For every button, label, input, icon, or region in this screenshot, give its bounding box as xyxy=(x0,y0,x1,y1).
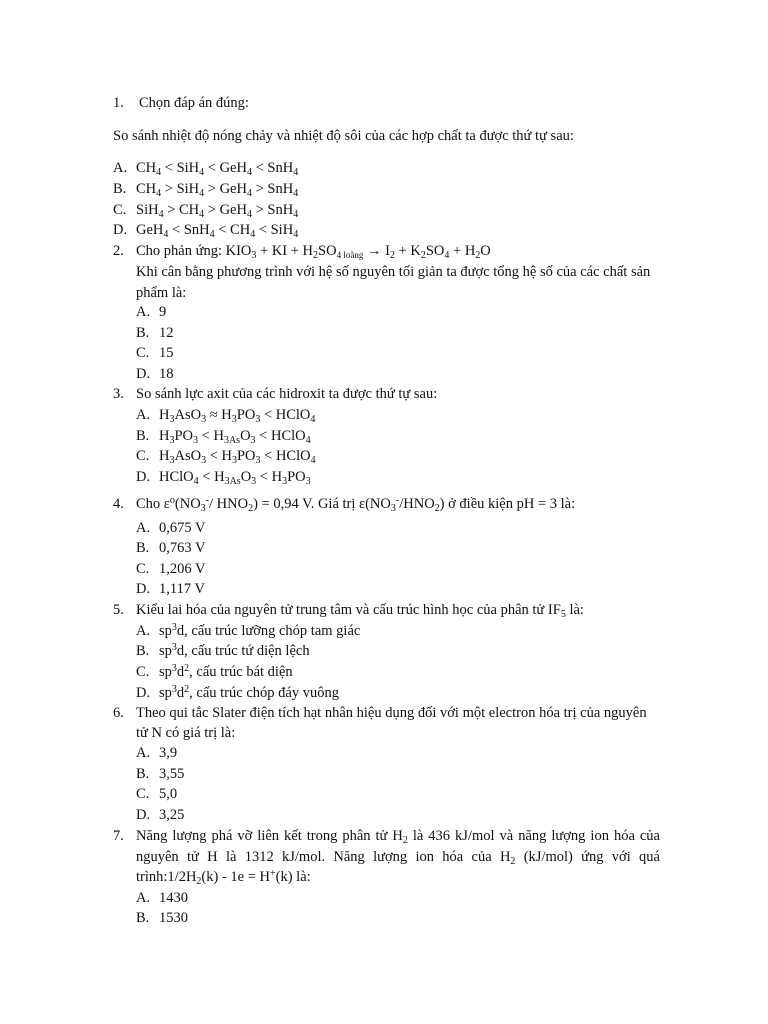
q7-stem-line-2: nguyên tử H là 1312 kJ/mol. Năng lượng ion hóa của $H_2$ (kJ/mol) ứng với quá xyxy=(136,849,660,867)
q6-option-c-letter: C. xyxy=(136,786,150,802)
q5-option-d-letter: D. xyxy=(136,685,151,701)
q7-stem-line-1: Năng lượng phá vỡ liên kết trong phân tử $H_2$ là 436 kJ/mol và năng lượng ion hóa của xyxy=(136,828,660,846)
q3-option-a-letter: A. xyxy=(136,407,151,423)
q7-option-b-letter: B. xyxy=(136,910,150,926)
q6-stem-line-1: Theo qui tắc Slater điện tích hạt nhân hiệu dụng đối với một electron hóa trị của nguyên xyxy=(136,705,647,721)
q5-option-c: $sp^3d^2$, cấu trúc bát diện xyxy=(159,663,293,680)
q7-option-b: 1530 xyxy=(159,910,188,926)
q4-option-a: 0,675 V xyxy=(159,520,206,536)
q2-number: 2. xyxy=(113,243,124,259)
q5-option-a: $sp^3d$, cấu trúc lưỡng chóp tam giác xyxy=(159,622,361,639)
q4-stem: Cho $\varepsilon^o(NO_3^-/$ $HNO_2) = 0,94$ V. Giá trị $\varepsilon(NO_3^-/HNO_2)$ ở điều kiện pH = 3 là: xyxy=(136,495,576,514)
q7-option-a-letter: A. xyxy=(136,890,151,906)
q7-number: 7. xyxy=(113,828,124,844)
q6-option-a-letter: A. xyxy=(136,745,151,761)
q3-option-c: $H_3AsO_3 < H_3PO_3$ < HClO$_4$ xyxy=(159,448,316,466)
q5-option-d: $sp^3d^2$, cấu trúc chóp đáy vuông xyxy=(159,684,339,701)
q2-option-c-letter: C. xyxy=(136,345,150,361)
q1-option-c: $SiH_4 > CH_4 > GeH_4 > SnH_4$ xyxy=(136,202,299,220)
q4-option-a-letter: A. xyxy=(136,520,151,536)
q1-option-d-letter: D. xyxy=(113,222,128,238)
q2-option-d: 18 xyxy=(159,366,174,382)
q6-option-c: 5,0 xyxy=(159,786,178,802)
q5-option-c-letter: C. xyxy=(136,664,150,680)
q4-option-d: 1,117 V xyxy=(159,581,205,597)
q2-option-c: 15 xyxy=(159,345,174,361)
q1-option-c-letter: C. xyxy=(113,202,127,218)
q1-number: 1. xyxy=(113,95,124,111)
q4-option-c-letter: C. xyxy=(136,561,150,577)
q1-option-a-letter: A. xyxy=(113,160,128,176)
q3-stem: So sánh lực axit của các hidroxit ta được thứ tự sau: xyxy=(136,386,438,402)
q6-number: 6. xyxy=(113,705,124,721)
q4-number: 4. xyxy=(113,496,124,512)
q4-option-b: 0,763 V xyxy=(159,540,206,556)
q1-title: Chọn đáp án đúng: xyxy=(139,95,249,111)
q4-option-d-letter: D. xyxy=(136,581,151,597)
q5-stem: Kiểu lai hóa của nguyên tử trung tâm và cấu trúc hình học của phân tử $IF_5$ là: xyxy=(136,602,584,620)
q5-number: 5. xyxy=(113,602,124,618)
q2-option-b: 12 xyxy=(159,325,174,341)
q6-option-d: 3,25 xyxy=(159,807,185,823)
q1-option-d: $GeH_4 < SnH_4 < CH_4 < SiH_4$ xyxy=(136,222,299,240)
q7-stem-line-3: $trình:1/2H_2(k) - 1e = H^+(k)$ là: xyxy=(136,868,311,887)
q1-option-b-letter: B. xyxy=(113,181,127,197)
q4-option-c: 1,206 V xyxy=(159,561,206,577)
q6-option-b-letter: B. xyxy=(136,766,150,782)
q5-option-a-letter: A. xyxy=(136,623,151,639)
q7-option-a: 1430 xyxy=(159,890,188,906)
q6-stem-line-2: tử N có giá trị là: xyxy=(136,725,236,741)
q3-option-d-letter: D. xyxy=(136,469,151,485)
q2-stem-line-3: phẩm là: xyxy=(136,285,187,301)
q3-option-d: HClO$_4$ < $H_{3As}O_3 < H_3PO_3$ xyxy=(159,469,311,487)
q3-option-c-letter: C. xyxy=(136,448,150,464)
q3-option-a: $H_3AsO_3 \approx H_3PO_3$ < HClO$_4$ xyxy=(159,407,316,425)
q5-option-b: $sp^3d$, cấu trúc tứ diện lệch xyxy=(159,642,310,659)
q6-option-a: 3,9 xyxy=(159,745,178,761)
q2-option-a: 9 xyxy=(159,304,167,320)
q1-stem: So sánh nhiệt độ nóng chảy và nhiệt độ sôi của các hợp chất ta được thứ tự sau: xyxy=(113,128,574,144)
q3-option-b-letter: B. xyxy=(136,428,150,444)
q6-option-d-letter: D. xyxy=(136,807,151,823)
q1-option-a: $CH_4 < SiH_4 < GeH_4 < SnH_4$ xyxy=(136,160,299,178)
q2-option-b-letter: B. xyxy=(136,325,150,341)
q6-option-b: 3,55 xyxy=(159,766,185,782)
q3-option-b: $H_3PO_3 < H_{3As}O_3$ < HClO$_4$ xyxy=(159,428,311,446)
q4-option-b-letter: B. xyxy=(136,540,150,556)
q2-option-a-letter: A. xyxy=(136,304,151,320)
q1-option-b: $CH_4 > SiH_4 > GeH_4 > SnH_4$ xyxy=(136,181,299,199)
q2-option-d-letter: D. xyxy=(136,366,151,382)
q3-number: 3. xyxy=(113,386,124,402)
q2-equation: Cho phản ứng: $KIO_3$ + KI + $H_2SO_{4 loãng} \to I_2 + K_2SO_4 + H_2O$ xyxy=(136,243,491,261)
q5-option-b-letter: B. xyxy=(136,643,150,659)
q2-stem-line-2: Khi cân bằng phương trình với hệ số nguyên tối giản ta được tổng hệ số của các chất sản xyxy=(136,264,651,280)
